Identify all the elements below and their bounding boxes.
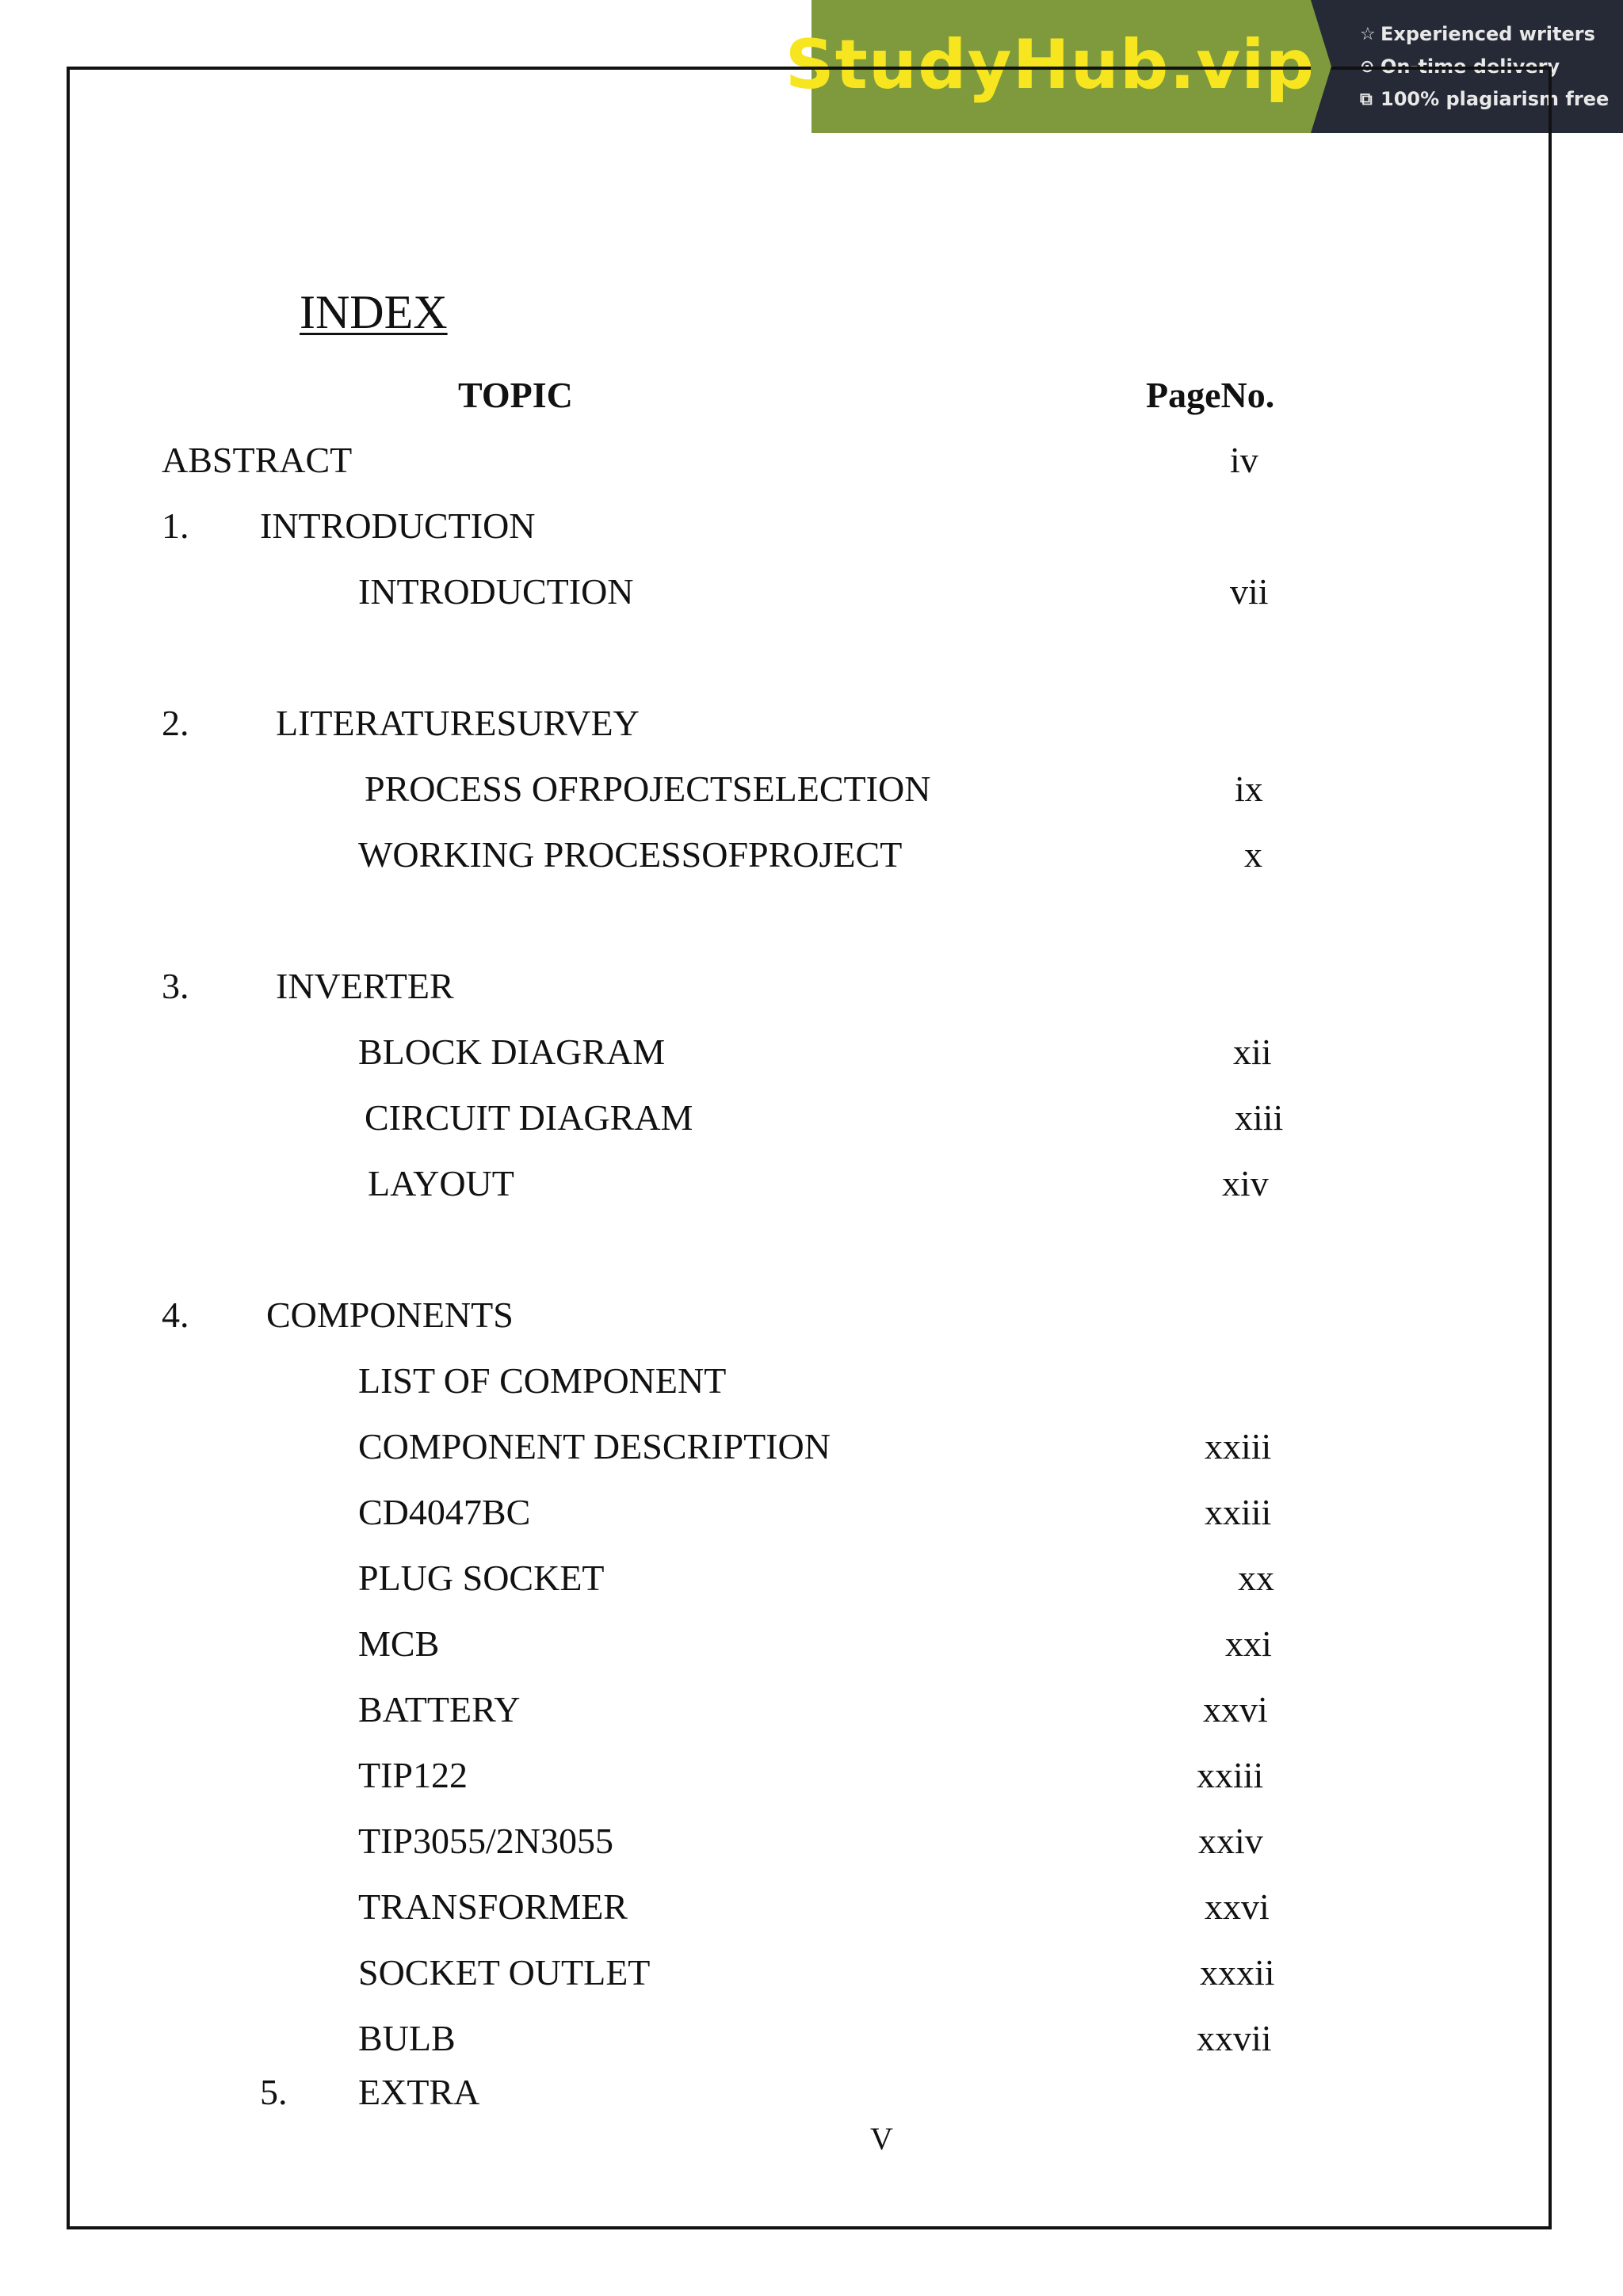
toc-entry-abstract: ABSTRACT xyxy=(162,440,353,480)
perk-writers xyxy=(1360,18,1623,51)
copy-icon: ⧉ xyxy=(1360,89,1373,109)
page-number: V xyxy=(870,2121,893,2157)
toc-entry: TIP122 xyxy=(358,1755,468,1795)
toc-entry: LAYOUT xyxy=(368,1163,514,1203)
toc-page: xiv xyxy=(1222,1163,1269,1203)
clock-icon: ⊙ xyxy=(1360,56,1375,77)
toc-entry: COMPONENT DESCRIPTION xyxy=(358,1426,831,1466)
toc-entry: CIRCUIT DIAGRAM xyxy=(365,1097,693,1138)
toc-page: xxiii xyxy=(1205,1426,1272,1466)
toc-page: xxiii xyxy=(1205,1492,1272,1532)
section-heading: EXTRA xyxy=(358,2072,480,2112)
toc-entry: INTRODUCTION xyxy=(358,571,634,612)
toc-entry: BLOCK DIAGRAM xyxy=(358,1032,666,1072)
perk-label: On-time delivery xyxy=(1381,55,1560,78)
toc-page: vii xyxy=(1230,571,1269,612)
toc-entry: CD4047BC xyxy=(358,1492,531,1532)
toc-page: xxxii xyxy=(1200,1952,1275,1993)
toc-page: xii xyxy=(1233,1032,1272,1072)
toc-entry: PROCESS OFRPOJECTSELECTION xyxy=(365,769,931,809)
topic-header: TOPIC xyxy=(458,375,573,415)
toc-entry: WORKING PROCESSOFPROJECT xyxy=(358,834,903,875)
brand-logo: StudyHub.vip xyxy=(785,25,1316,105)
section-number: 4. xyxy=(162,1295,189,1335)
perk-label: Experienced writers xyxy=(1381,22,1595,45)
toc-page: ix xyxy=(1235,769,1263,809)
page-title: INDEX xyxy=(300,286,448,338)
page-no-header: PageNo. xyxy=(1146,375,1275,415)
toc-entry: SOCKET OUTLET xyxy=(358,1952,651,1993)
section-heading: COMPONENTS xyxy=(266,1295,514,1335)
toc-page: xxvi xyxy=(1203,1689,1268,1730)
toc-page: xxvii xyxy=(1197,2018,1272,2058)
toc-page: x xyxy=(1244,834,1262,875)
section-heading: INTRODUCTION xyxy=(260,505,536,546)
perk-label: 100% plagiarism free xyxy=(1381,87,1610,110)
toc-page: xxvi xyxy=(1205,1886,1270,1927)
section-number: 3. xyxy=(162,966,189,1006)
toc-entry: TIP3055/2N3055 xyxy=(358,1821,613,1861)
section-heading: LITERATURESURVEY xyxy=(276,703,640,743)
toc-entry: PLUG SOCKET xyxy=(358,1558,605,1598)
toc-entry: LIST OF COMPONENT xyxy=(358,1360,727,1401)
star-icon: ☆ xyxy=(1360,24,1376,44)
toc-page: xxiii xyxy=(1197,1755,1264,1795)
toc-entry: BATTERY xyxy=(358,1689,521,1730)
toc-page-abstract: iv xyxy=(1230,440,1258,480)
section-number: 1. xyxy=(162,505,189,546)
toc-entry: BULB xyxy=(358,2018,456,2058)
toc-page: xx xyxy=(1238,1558,1274,1598)
section-heading: INVERTER xyxy=(276,966,454,1006)
section-number: 2. xyxy=(162,703,189,743)
toc-page: xxiv xyxy=(1198,1821,1263,1861)
toc-page: xiii xyxy=(1235,1097,1284,1138)
page-border xyxy=(67,67,1552,2229)
toc-entry: TRANSFORMER xyxy=(358,1886,628,1927)
section-number: 5. xyxy=(260,2072,288,2112)
toc-entry: MCB xyxy=(358,1623,440,1664)
toc-page: xxi xyxy=(1225,1623,1272,1664)
